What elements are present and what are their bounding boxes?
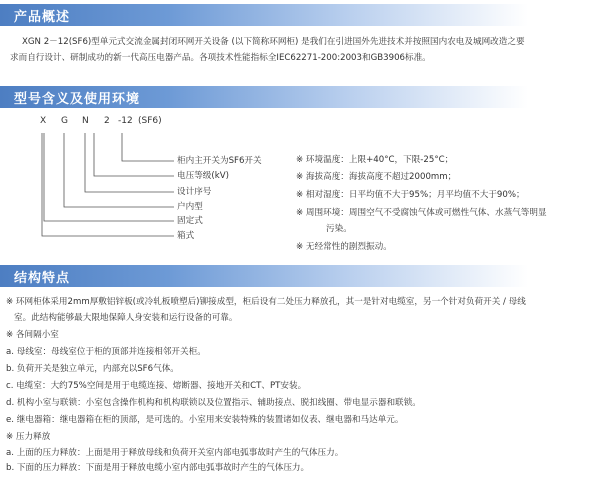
structure-line-10: a. 上面的压力释放：上面是用于释放母线和负荷开关室内部电弧事故时产生的气体压力。 <box>6 448 344 458</box>
model-label-fixed: 固定式 <box>177 216 203 226</box>
structure-line-6: c. 电缆室：大约75%空间是用于电缆连接、熔断器、接地开关和CT、PT安装。 <box>6 381 307 391</box>
env-humidity: ※ 相对湿度：日平均值不大于95%；月平均值不大于90%； <box>296 190 525 200</box>
model-label-voltage: 电压等级(kV) <box>177 171 229 181</box>
model-label-sf6: 柜内主开关为SF6开关 <box>177 156 262 166</box>
env-vibration: ※ 无经常性的剧烈振动。 <box>296 242 392 252</box>
section-title-overview: 产品概述 <box>14 10 71 25</box>
model-char-sf6: (SF6) <box>138 116 162 126</box>
structure-line-7: d. 机构小室与联锁：小室包含操作机构和机构联锁以及位置指示、辅助接点、脱扣线圈、带电显示器和联锁。 <box>6 398 421 408</box>
structure-line-9: ※ 压力释放 <box>6 432 51 442</box>
env-altitude: ※ 海拔高度：海拔高度不超过2000mm； <box>296 172 457 182</box>
section-title-structure: 结构特点 <box>14 271 71 286</box>
structure-line-11: b. 下面的压力释放：下面是用于释放电缆小室内部电弧事故时产生的气体压力。 <box>6 463 310 473</box>
model-char-x: X <box>40 116 47 126</box>
model-char-n: N <box>82 116 89 126</box>
structure-line-2: 室。此结构能够最大限地保障人身安装和运行设备的可靠。 <box>14 313 238 323</box>
model-label-design-no: 设计序号 <box>177 187 212 197</box>
structure-line-8: e. 继电器箱：继电器箱在柜的顶部，是可选的。小室用来安装特殊的装置诸如仪表、继电器和马达单元。 <box>6 415 404 425</box>
structure-line-3: ※ 各间隔小室 <box>6 330 59 340</box>
env-surroundings-cont: 污染。 <box>326 224 352 234</box>
model-char-2: 2 <box>104 116 110 126</box>
model-char-12: -12 <box>118 116 133 126</box>
overview-line-2: 求而自行设计、研制成功的新一代高压电器产品。各项技术性能指标全IEC62271-200:2003和GB3906标准。 <box>10 53 431 63</box>
section-header-structure <box>0 265 600 287</box>
overview-line-1: XGN 2－12(SF6)型单元式交流金属封闭环网开关设备 (以下简称环网柜) 是我们在引进国外先进技术并按照国内农电及城网改造之要 <box>22 37 525 47</box>
section-title-model: 型号含义及使用环境 <box>14 92 141 107</box>
env-temperature: ※ 环境温度：上限+40°C，下限-25°C； <box>296 155 454 165</box>
structure-line-4: a. 母线室：母线室位于柜的顶部并连接相邻开关柜。 <box>6 347 206 357</box>
model-label-box: 箱式 <box>177 231 195 241</box>
env-surroundings: ※ 周围环境：周围空气不受腐蚀气体或可燃性气体、水蒸气等明显 <box>296 208 547 218</box>
model-label-indoor: 户内型 <box>177 202 203 212</box>
structure-line-1: ※ 环网柜体采用2mm厚敷铝锌板(或冷轧板喷塑后)铆接成型，柜后设有二处压力释放孔，其一是针对电缆室，另一个针对负荷开关 / 母线 <box>6 297 526 307</box>
model-char-g: G <box>61 116 68 126</box>
structure-line-5: b. 负荷开关是独立单元，内部充以SF6气体。 <box>6 364 179 374</box>
